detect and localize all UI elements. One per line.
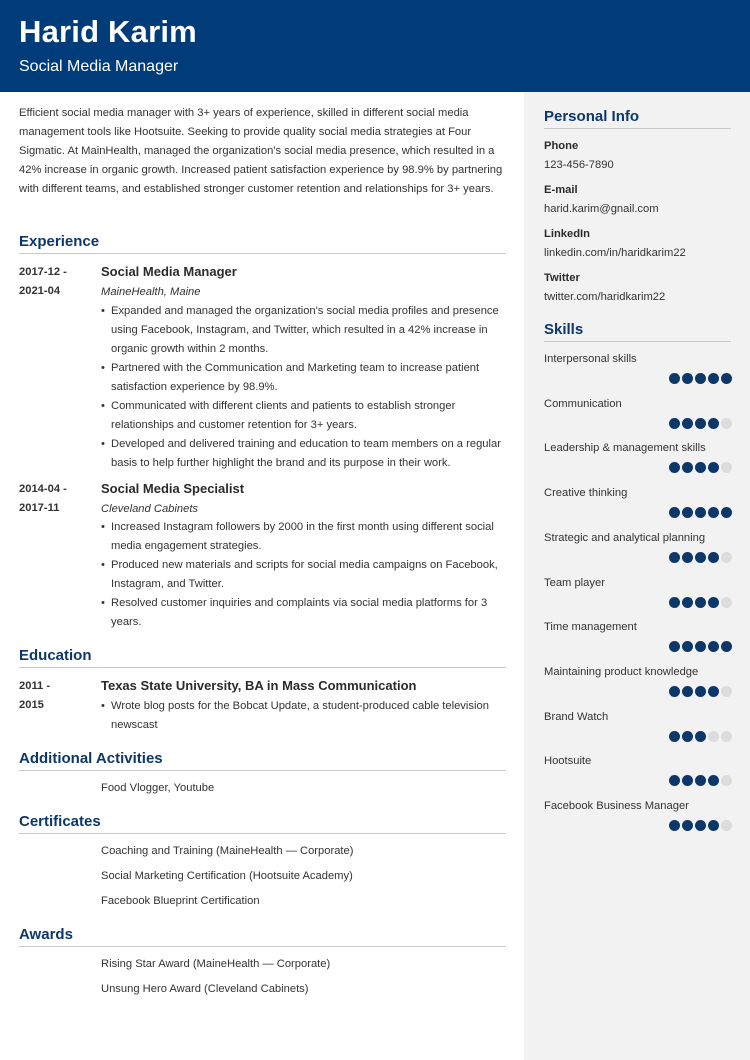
rating-dot-empty bbox=[721, 462, 732, 473]
rating-dot-filled bbox=[682, 597, 693, 608]
personal-info-heading: Personal Info bbox=[544, 108, 731, 129]
award-item: Rising Star Award (MaineHealth — Corporate) bbox=[101, 958, 331, 970]
rating-dot-filled bbox=[708, 597, 719, 608]
activities-heading: Additional Activities bbox=[19, 750, 506, 771]
job-organization: Cleveland Cabinets bbox=[101, 503, 199, 515]
rating-dot-empty bbox=[721, 552, 732, 563]
skill-rating bbox=[669, 418, 732, 429]
rating-dot-filled bbox=[708, 552, 719, 563]
rating-dot-filled bbox=[708, 641, 719, 652]
rating-dot-empty bbox=[721, 731, 732, 742]
skill-rating bbox=[669, 507, 732, 518]
rating-dot-filled bbox=[695, 597, 706, 608]
rating-dot-filled bbox=[708, 462, 719, 473]
education-date-start: 2011 - bbox=[19, 680, 51, 692]
rating-dot-filled bbox=[682, 641, 693, 652]
education-heading: Education bbox=[19, 647, 506, 668]
skill-name: Team player bbox=[544, 576, 605, 589]
phone-label: Phone bbox=[544, 140, 579, 152]
candidate-title: Social Media Manager bbox=[19, 58, 179, 75]
rating-dot-filled bbox=[708, 373, 719, 384]
job-organization: MaineHealth, Maine bbox=[101, 286, 201, 298]
skill-rating bbox=[669, 731, 732, 742]
certificate-item: Facebook Blueprint Certification bbox=[101, 895, 260, 907]
rating-dot-filled bbox=[669, 373, 680, 384]
rating-dot-filled bbox=[695, 820, 706, 831]
skill-name: Brand Watch bbox=[544, 710, 609, 723]
job-bullets bbox=[101, 518, 509, 632]
award-item: Unsung Hero Award (Cleveland Cabinets) bbox=[101, 983, 309, 995]
skills-heading: Skills bbox=[544, 321, 731, 342]
job-bullets bbox=[101, 302, 509, 473]
job-date-start: 2017-12 - bbox=[19, 266, 67, 278]
rating-dot-filled bbox=[682, 373, 693, 384]
summary-paragraph: Efficient social media manager with 3+ years of experience, skilled in different social media management tools like Hootsuite. Seeking to provide quality social media strategies at Four Sigmatic. At MainHealth, managed the organization's social media presence, which resulted in a 42% increase in organic growth. Increased patient satisfaction experience by 98.9% by partnering with different teams, and established stronger customer retention and relationships for 3+ years. bbox=[19, 107, 503, 195]
email-value: harid.karim@gnail.com bbox=[544, 203, 659, 215]
job-date-end: 2021-04 bbox=[19, 285, 61, 297]
rating-dot-empty bbox=[708, 731, 719, 742]
awards-heading: Awards bbox=[19, 926, 506, 947]
rating-dot-filled bbox=[669, 597, 680, 608]
twitter-label: Twitter bbox=[544, 272, 580, 284]
skill-rating bbox=[669, 552, 732, 563]
rating-dot-filled bbox=[682, 731, 693, 742]
rating-dot-filled bbox=[695, 641, 706, 652]
skill-name: Hootsuite bbox=[544, 755, 592, 768]
job-role: Social Media Manager bbox=[101, 264, 237, 279]
education-bullets bbox=[101, 697, 509, 735]
rating-dot-filled bbox=[708, 820, 719, 831]
rating-dot-empty bbox=[721, 597, 732, 608]
rating-dot-filled bbox=[721, 373, 732, 384]
skill-name: Creative thinking bbox=[544, 487, 628, 500]
bullet-item: • Produced new materials and scripts for social media campaigns on Facebook, Instagram, and Twitter. bbox=[101, 556, 509, 594]
bullet-item: • Increased Instagram followers by 2000 in the first month using different social media engagement strategies. bbox=[101, 518, 509, 556]
rating-dot-filled bbox=[708, 686, 719, 697]
rating-dot-filled bbox=[682, 507, 693, 518]
education-date-end: 2015 bbox=[19, 699, 44, 711]
rating-dot-filled bbox=[669, 641, 680, 652]
skill-rating bbox=[669, 641, 732, 652]
bullet-item: • Developed and delivered training and education to team members on a regular basis to help further highlight the brand and its purpose in their work. bbox=[101, 435, 509, 473]
rating-dot-filled bbox=[669, 418, 680, 429]
certificates-heading: Certificates bbox=[19, 813, 506, 834]
skill-rating bbox=[669, 820, 732, 831]
rating-dot-filled bbox=[669, 820, 680, 831]
rating-dot-filled bbox=[682, 418, 693, 429]
certificate-item: Coaching and Training (MaineHealth — Corporate) bbox=[101, 845, 354, 857]
rating-dot-filled bbox=[695, 418, 706, 429]
experience-heading: Experience bbox=[19, 233, 506, 254]
phone-value: 123-456-7890 bbox=[544, 159, 614, 171]
bullet-item: • Communicated with different clients and patients to establish stronger relationships and customer retention for 3+ years. bbox=[101, 397, 509, 435]
skill-name: Facebook Business Manager bbox=[544, 800, 689, 812]
rating-dot-filled bbox=[695, 507, 706, 518]
candidate-name: Harid Karim bbox=[19, 14, 197, 49]
rating-dot-filled bbox=[669, 775, 680, 786]
skill-rating bbox=[669, 597, 732, 608]
resume-header bbox=[0, 0, 750, 92]
email-label: E-mail bbox=[544, 184, 578, 196]
twitter-value: twitter.com/haridkarim22 bbox=[544, 291, 666, 303]
job-date-end: 2017-11 bbox=[19, 502, 60, 514]
skill-name: Communication bbox=[544, 397, 622, 410]
skill-rating bbox=[669, 373, 732, 384]
rating-dot-empty bbox=[721, 775, 732, 786]
skill-name: Maintaining product knowledge bbox=[544, 665, 699, 678]
rating-dot-filled bbox=[695, 775, 706, 786]
rating-dot-filled bbox=[669, 552, 680, 563]
rating-dot-filled bbox=[669, 686, 680, 697]
linkedin-label: LinkedIn bbox=[544, 228, 590, 240]
rating-dot-filled bbox=[708, 507, 719, 518]
rating-dot-filled bbox=[682, 775, 693, 786]
rating-dot-filled bbox=[682, 686, 693, 697]
rating-dot-filled bbox=[669, 462, 680, 473]
rating-dot-empty bbox=[721, 820, 732, 831]
activity-item: Food Vlogger, Youtube bbox=[101, 782, 215, 794]
rating-dot-filled bbox=[721, 507, 732, 518]
certificate-item: Social Marketing Certification (Hootsuite Academy) bbox=[101, 870, 353, 882]
rating-dot-filled bbox=[695, 462, 706, 473]
skill-name: Leadership & management skills bbox=[544, 442, 706, 455]
rating-dot-filled bbox=[721, 641, 732, 652]
rating-dot-filled bbox=[669, 731, 680, 742]
skill-rating bbox=[669, 686, 732, 697]
job-date-start: 2014-04 - bbox=[19, 483, 67, 495]
skill-rating bbox=[669, 462, 732, 473]
rating-dot-filled bbox=[682, 462, 693, 473]
rating-dot-filled bbox=[695, 686, 706, 697]
rating-dot-filled bbox=[695, 373, 706, 384]
rating-dot-filled bbox=[708, 775, 719, 786]
rating-dot-filled bbox=[682, 820, 693, 831]
skill-name: Strategic and analytical planning bbox=[544, 531, 706, 544]
education-degree: Texas State University, BA in Mass Communication bbox=[101, 678, 417, 693]
skill-name: Time management bbox=[544, 621, 637, 634]
rating-dot-filled bbox=[695, 731, 706, 742]
rating-dot-empty bbox=[721, 418, 732, 429]
rating-dot-filled bbox=[682, 552, 693, 563]
skill-name: Interpersonal skills bbox=[544, 353, 637, 365]
skill-rating bbox=[669, 775, 732, 786]
rating-dot-filled bbox=[669, 507, 680, 518]
job-role: Social Media Specialist bbox=[101, 481, 245, 496]
rating-dot-filled bbox=[695, 552, 706, 563]
bullet-item: • Wrote blog posts for the Bobcat Update, a student-produced cable television newscast bbox=[101, 697, 509, 735]
bullet-item: • Partnered with the Communication and Marketing team to increase patient satisfaction experience by 98.9%. bbox=[101, 359, 509, 397]
rating-dot-filled bbox=[708, 418, 719, 429]
bullet-item: • Resolved customer inquiries and complaints via social media platforms for 3 years. bbox=[101, 594, 509, 632]
bullet-item: • Expanded and managed the organization's social media profiles and presence using Facebook, Instagram, and Twitter, which resulted in a 42% increase in organic growth within 2 months. bbox=[101, 302, 509, 359]
rating-dot-empty bbox=[721, 686, 732, 697]
linkedin-value: linkedin.com/in/haridkarim22 bbox=[544, 247, 686, 259]
